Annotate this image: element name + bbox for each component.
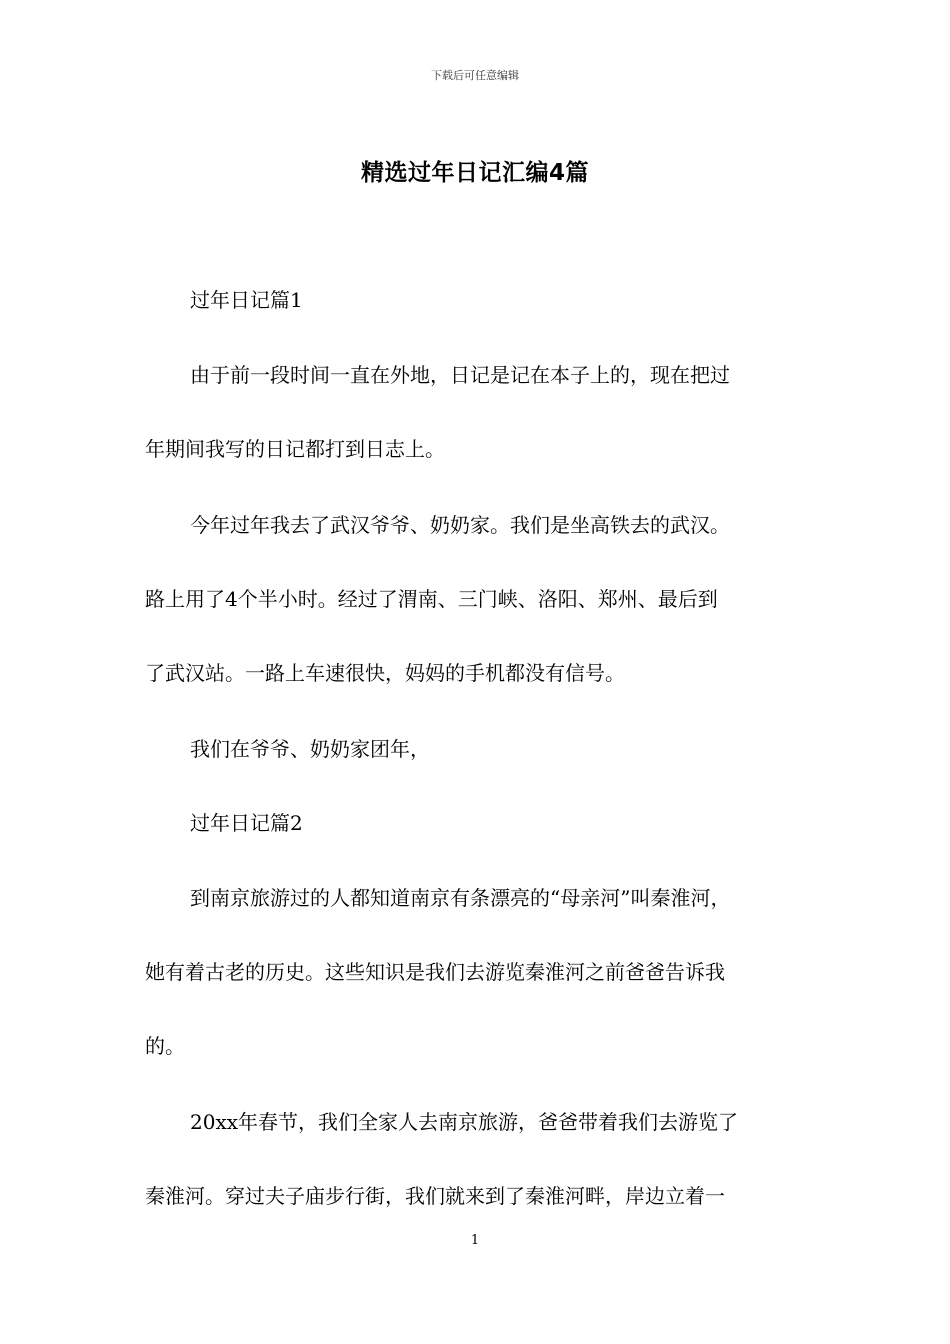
- paragraph-line: 我们在爷爷、奶奶家团年，: [190, 737, 430, 761]
- paragraph-line: 20xx年春节，我们全家人去南京旅游，爸爸带着我们去游览了: [190, 1110, 739, 1134]
- section-heading-1: 过年日记篇1: [190, 288, 303, 312]
- document-title: 精选过年日记汇编4篇: [360, 160, 589, 186]
- paragraph-line: 她有着古老的历史。这些知识是我们去游览秦淮河之前爸爸告诉我: [145, 960, 725, 984]
- page-number: 1: [470, 1233, 480, 1248]
- header-note: 下载后可任意编辑: [431, 69, 519, 82]
- paragraph-line: 的。: [145, 1034, 185, 1058]
- paragraph-line: 到南京旅游过的人都知道南京有条漂亮的“母亲河”叫秦淮河，: [190, 886, 731, 910]
- paragraph-line: 了武汉站。一路上车速很快，妈妈的手机都没有信号。: [145, 661, 625, 685]
- section-heading-2: 过年日记篇2: [190, 811, 303, 835]
- paragraph-line: 今年过年我去了武汉爷爷、奶奶家。我们是坐高铁去的武汉。: [190, 513, 730, 537]
- paragraph-line: 秦淮河。穿过夫子庙步行街，我们就来到了秦淮河畔，岸边立着一: [145, 1184, 725, 1208]
- paragraph-line: 年期间我写的日记都打到日志上。: [145, 437, 445, 461]
- paragraph-line: 路上用了4个半小时。经过了渭南、三门峡、洛阳、郑州、最后到: [145, 587, 718, 611]
- paragraph-line: 由于前一段时间一直在外地，日记是记在本子上的，现在把过: [190, 363, 730, 387]
